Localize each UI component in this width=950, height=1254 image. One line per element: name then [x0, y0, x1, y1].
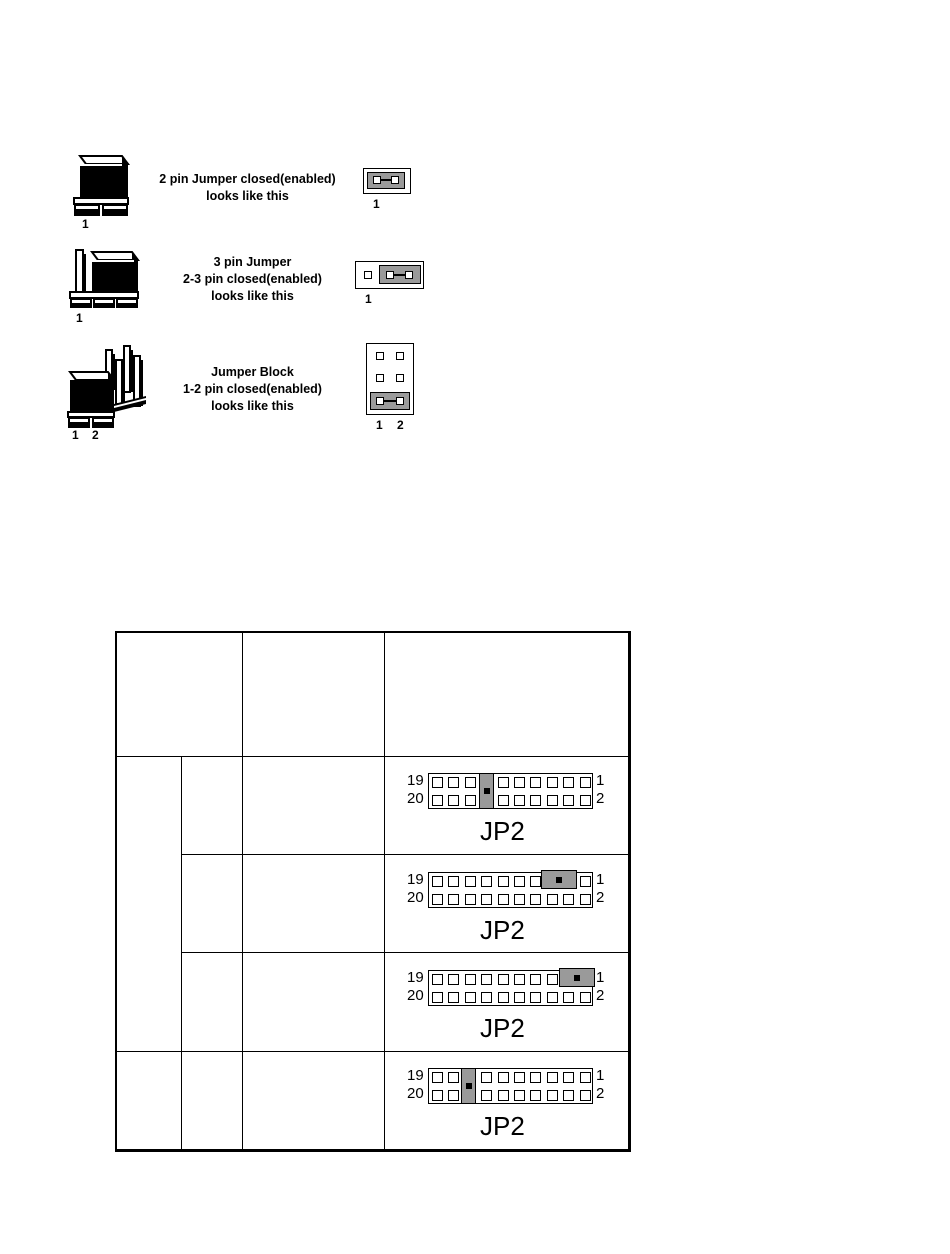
- jumper-bar: [556, 877, 562, 883]
- header-pin: [514, 1090, 525, 1101]
- table-border: [115, 1149, 631, 1152]
- pin-number: 19: [407, 772, 424, 789]
- 3pin-schematic: [355, 261, 424, 289]
- header-pin: [514, 777, 525, 788]
- pin-number: 1: [596, 871, 605, 888]
- header-pin: [498, 992, 509, 1003]
- caption-line: 3 pin Jumper: [213, 255, 292, 269]
- block-caption: [160, 364, 345, 415]
- caption-line: looks like this: [211, 399, 294, 413]
- header-pin: [498, 876, 509, 887]
- caption-line: looks like this: [206, 189, 289, 203]
- pin: [386, 271, 394, 279]
- block-schematic: [366, 343, 414, 415]
- header-pin: [514, 876, 525, 887]
- jp2-diagram: [405, 770, 615, 850]
- jumper-bar: [484, 788, 490, 794]
- 3pin-schematic-pin-label: 1: [365, 292, 372, 306]
- column-divider: [242, 631, 243, 1152]
- pin: [376, 374, 384, 382]
- 2pin-schematic-pin-label: 1: [373, 197, 380, 211]
- table-border: [115, 631, 117, 1152]
- pin-number: 2: [596, 790, 605, 807]
- 3pin-caption: [160, 254, 345, 305]
- row-divider: [115, 756, 631, 757]
- row-divider: [115, 1051, 631, 1052]
- jumper-bar: [381, 179, 391, 181]
- header-pin: [465, 974, 476, 985]
- pin: [373, 176, 381, 184]
- 2pin-jumper-illustration: [72, 152, 134, 218]
- jumper-bar: [466, 1083, 472, 1089]
- header-pin: [432, 992, 443, 1003]
- header-pin: [432, 1072, 443, 1083]
- pin-number: 1: [596, 969, 605, 986]
- row-divider: [181, 854, 631, 855]
- header-pin: [547, 1072, 558, 1083]
- header-pin: [514, 992, 525, 1003]
- header-pin: [432, 894, 443, 905]
- header-pin: [547, 894, 558, 905]
- block-illustration-pin-label: 2: [92, 428, 99, 442]
- header-pin: [580, 1072, 591, 1083]
- header-pin: [432, 777, 443, 788]
- header-pin: [481, 1072, 492, 1083]
- block-schematic-pin-label: 2: [397, 418, 404, 432]
- caption-line: 2-3 pin closed(enabled): [183, 272, 322, 286]
- pin-number: 20: [407, 790, 424, 807]
- header-pin: [432, 876, 443, 887]
- header-label: JP2: [480, 1013, 525, 1043]
- caption-line: 2 pin Jumper closed(enabled): [159, 172, 336, 186]
- header-pin: [498, 1090, 509, 1101]
- header-pin: [580, 894, 591, 905]
- header-pin: [547, 777, 558, 788]
- header-pin: [448, 974, 459, 985]
- table-border: [628, 631, 631, 1152]
- header-pin: [448, 894, 459, 905]
- 2pin-illustration-pin-label: 1: [82, 217, 89, 231]
- header-pin: [481, 974, 492, 985]
- jumper-bar: [384, 400, 396, 402]
- header-label: JP2: [480, 915, 525, 945]
- column-divider: [384, 631, 385, 1152]
- header-pin: [498, 795, 509, 806]
- header-pin: [563, 992, 574, 1003]
- pin: [396, 374, 404, 382]
- header-pin: [530, 777, 541, 788]
- header-pin: [498, 1072, 509, 1083]
- 3pin-illustration-pin-label: 1: [76, 311, 83, 325]
- header-pin: [563, 1072, 574, 1083]
- 2pin-schematic: [363, 168, 411, 194]
- header-pin: [547, 1090, 558, 1101]
- pin: [396, 397, 404, 405]
- 2pin-caption: [145, 171, 350, 205]
- 3pin-jumper-illustration: [68, 246, 142, 310]
- header-pin: [432, 795, 443, 806]
- header-pin: [481, 1090, 492, 1101]
- header-pin: [514, 795, 525, 806]
- row-divider: [181, 952, 631, 953]
- pin: [376, 397, 384, 405]
- header-pin: [465, 795, 476, 806]
- header-pin: [465, 894, 476, 905]
- header-pin: [530, 992, 541, 1003]
- caption-line: looks like this: [211, 289, 294, 303]
- header-pin: [547, 974, 558, 985]
- header-pin: [563, 777, 574, 788]
- pin: [376, 352, 384, 360]
- pin-number: 19: [407, 969, 424, 986]
- block-schematic-pin-label: 1: [376, 418, 383, 432]
- header-pin: [563, 894, 574, 905]
- header-pin: [530, 894, 541, 905]
- header-pin: [465, 876, 476, 887]
- column-divider: [181, 756, 182, 1152]
- pin-number: 19: [407, 871, 424, 888]
- pin-number: 20: [407, 1085, 424, 1102]
- header-pin: [465, 992, 476, 1003]
- jp2-diagram: [405, 1065, 615, 1145]
- pin-number: 20: [407, 889, 424, 906]
- header-pin: [465, 777, 476, 788]
- header-pin: [448, 1090, 459, 1101]
- jp2-diagram: [405, 967, 615, 1047]
- header-pin: [514, 1072, 525, 1083]
- header-pin: [580, 777, 591, 788]
- jumper-bar: [574, 975, 580, 981]
- header-label: JP2: [480, 1111, 525, 1141]
- header-pin: [580, 795, 591, 806]
- pin-number: 2: [596, 889, 605, 906]
- header-pin: [481, 894, 492, 905]
- header-pin: [563, 1090, 574, 1101]
- header-pin: [448, 777, 459, 788]
- pin-number: 1: [596, 772, 605, 789]
- header-pin: [580, 992, 591, 1003]
- header-pin: [530, 1072, 541, 1083]
- header-pin: [580, 1090, 591, 1101]
- pin: [396, 352, 404, 360]
- header-label: JP2: [480, 816, 525, 846]
- header-pin: [498, 777, 509, 788]
- header-pin: [448, 876, 459, 887]
- pin-number: 19: [407, 1067, 424, 1084]
- header-pin: [563, 795, 574, 806]
- pin: [391, 176, 399, 184]
- header-pin: [547, 795, 558, 806]
- pin: [405, 271, 413, 279]
- header-pin: [432, 974, 443, 985]
- header-pin: [580, 876, 591, 887]
- caption-line: 1-2 pin closed(enabled): [183, 382, 322, 396]
- jumper-block-illustration: [66, 344, 154, 430]
- header-pin: [481, 992, 492, 1003]
- header-pin: [481, 876, 492, 887]
- header-pin: [530, 1090, 541, 1101]
- header-pin: [530, 974, 541, 985]
- pin-number: 2: [596, 1085, 605, 1102]
- jumper-bar: [394, 274, 405, 276]
- header-pin: [514, 894, 525, 905]
- pin: [364, 271, 372, 279]
- table-border: [115, 631, 631, 633]
- header-pin: [514, 974, 525, 985]
- header-pin: [448, 795, 459, 806]
- pin-number: 1: [596, 1067, 605, 1084]
- header-pin: [498, 974, 509, 985]
- caption-line: Jumper Block: [211, 365, 294, 379]
- header-pin: [498, 894, 509, 905]
- header-pin: [448, 992, 459, 1003]
- jp2-diagram: [405, 869, 615, 949]
- header-pin: [547, 992, 558, 1003]
- header-pin: [530, 795, 541, 806]
- pin-number: 20: [407, 987, 424, 1004]
- block-illustration-pin-label: 1: [72, 428, 79, 442]
- header-pin: [432, 1090, 443, 1101]
- header-pin: [530, 876, 541, 887]
- header-pin: [448, 1072, 459, 1083]
- pin-number: 2: [596, 987, 605, 1004]
